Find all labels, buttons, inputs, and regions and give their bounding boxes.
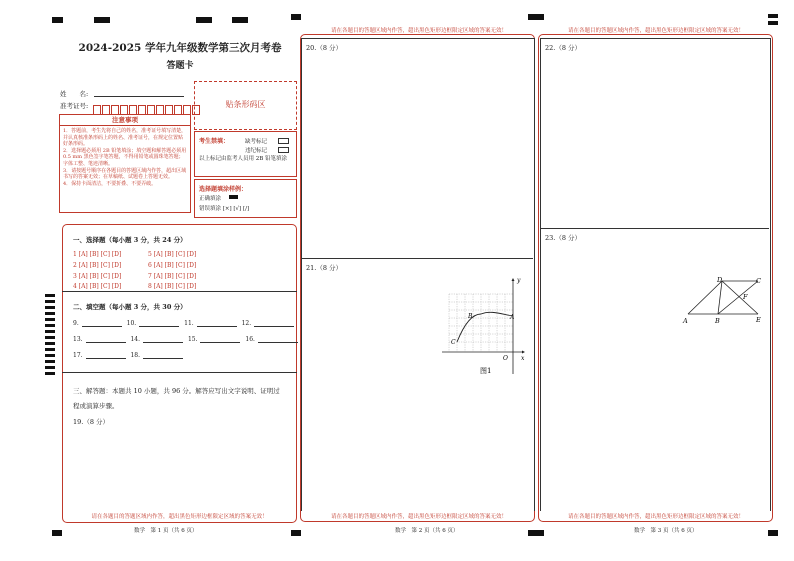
- question-20-label: 20.（8 分）: [306, 44, 343, 52]
- timing-mark: [52, 17, 63, 23]
- x-axis-arrow: [522, 351, 525, 354]
- figure-1-graph: [440, 274, 532, 378]
- id-digit-cell[interactable]: [147, 105, 155, 115]
- absent-label: 缺考标记: [245, 139, 268, 145]
- point-A-label: A: [683, 317, 688, 325]
- timing-mark: [768, 14, 778, 18]
- timing-mark: [45, 294, 55, 297]
- blank-label: 17.: [73, 352, 83, 359]
- warning-banner: 请在各题目的答题区域内作答，超出黑色矩形边框限定区域的答案无效！: [91, 514, 268, 520]
- timing-mark: [45, 366, 55, 369]
- point-A-label: A: [510, 314, 515, 321]
- id-digit-cell[interactable]: [111, 105, 119, 115]
- barcode-area: [194, 81, 297, 130]
- section3-title: 三、解答题：本题共 10 小题，共 96 分。解答应写出文字说明、证明过: [73, 387, 280, 395]
- timing-mark: [528, 14, 544, 20]
- divider: [301, 258, 533, 259]
- timing-mark: [291, 14, 301, 20]
- question-23-label: 23.（8 分）: [545, 234, 582, 242]
- blank-field[interactable]: [82, 320, 122, 327]
- blank-label: 9.: [73, 320, 79, 327]
- notice-item: 1．答题前，考生先将自己的姓名，准考证号填写清楚，并认真核准条形码上的姓名、准考证号，在规定位置贴好条形码。: [63, 128, 187, 148]
- answer-card-subtitle: 答题卡: [166, 61, 194, 71]
- warning-banner: 请在各题目的答题区域内作答，超出黑色矩形边框限定区域的答案无效！: [330, 514, 507, 520]
- warning-banner: 请在各题目的答题区域内作答，超出黑色矩形边框限定区域的答案无效！: [567, 28, 744, 34]
- id-label: 准考证号:: [60, 102, 89, 110]
- point-E-label: E: [756, 316, 761, 324]
- id-digit-cell[interactable]: [165, 105, 173, 115]
- answer-area-q19[interactable]: [66, 427, 292, 507]
- answer-area-q22[interactable]: [545, 55, 763, 221]
- point-C-label: C: [756, 277, 761, 285]
- name-field[interactable]: [94, 96, 184, 97]
- id-digit-cell[interactable]: [129, 105, 137, 115]
- barcode-label: 贴条形码区: [225, 100, 266, 109]
- blank-row: [73, 320, 297, 327]
- wrong-fill-label: 错误填涂 [×] [√] [/]: [199, 206, 250, 212]
- blank-label: 12.: [241, 320, 252, 327]
- section1-title: 一、选择题（每小题 3 分，共 24 分）: [73, 236, 187, 244]
- timing-mark: [45, 354, 55, 357]
- timing-mark: [45, 306, 55, 309]
- origin-label: O: [503, 355, 508, 362]
- correct-fill-label: 正确填涂: [199, 196, 222, 202]
- y-axis-label: y: [517, 277, 521, 284]
- id-digit-cell[interactable]: [93, 105, 101, 115]
- violation-label: 违纪标记: [245, 148, 268, 154]
- section2-title: 二、填空题（每小题 3 分，共 30 分）: [73, 303, 187, 311]
- blank-field[interactable]: [143, 352, 183, 359]
- divider: [540, 228, 769, 229]
- point-B-label: B: [715, 317, 720, 325]
- name-label: 姓 名:: [60, 90, 89, 98]
- timing-mark: [768, 21, 778, 25]
- notice-heading: 注意事项: [60, 115, 190, 126]
- blank-label: 13.: [73, 336, 83, 343]
- answer-area-q21[interactable]: [306, 275, 436, 500]
- notice-item: 3．请按题号顺序在各题目的答题区域内作答，超出区域书写的答案无效；在草稿纸、试题卷上答题无效。: [63, 167, 187, 181]
- timing-mark: [232, 17, 248, 23]
- blank-label: 10.: [126, 320, 137, 327]
- notice-item: 4．保持卡面清洁，不要折叠、不要弄破。: [63, 180, 157, 187]
- blank-field[interactable]: [139, 320, 179, 327]
- choice-row[interactable]: 5 [A] [B] [C] [D]: [148, 251, 197, 258]
- point-B-label: B: [468, 313, 473, 320]
- page-footer: 数学 第 1 页（共 6 页）: [134, 528, 198, 534]
- figure-2-geometry: [680, 272, 772, 328]
- fill-sample-heading: 选择题填涂样例：: [199, 186, 248, 193]
- answer-area-q23[interactable]: [545, 330, 763, 500]
- choice-row[interactable]: 8 [A] [B] [C] [D]: [148, 283, 197, 290]
- exam-status-box: [194, 131, 297, 177]
- timing-mark: [45, 348, 55, 351]
- id-digit-cell[interactable]: [138, 105, 146, 115]
- divider: [62, 372, 297, 373]
- figure-grid: [449, 294, 513, 352]
- choice-row[interactable]: 2 [A] [B] [C] [D]: [73, 262, 122, 269]
- choice-row[interactable]: 1 [A] [B] [C] [D]: [73, 251, 122, 258]
- timing-mark: [528, 530, 544, 536]
- timing-mark: [94, 17, 110, 23]
- id-digit-cell[interactable]: [183, 105, 191, 115]
- timing-mark: [45, 300, 55, 303]
- id-digit-cell[interactable]: [102, 105, 110, 115]
- notice-item: 2．选择题必须用 2B 铅笔填涂；填空题和解答题必须用 0.5 mm 黑色签字笔答题，不得用铅笔或圆珠笔答题；字体工整、笔迹清晰。: [63, 147, 187, 167]
- choice-row[interactable]: 4 [A] [B] [C] [D]: [73, 283, 122, 290]
- answer-area-q20[interactable]: [306, 55, 528, 251]
- blank-label: 18.: [130, 352, 141, 359]
- timing-mark: [291, 530, 301, 536]
- point-C-label: C: [451, 339, 456, 346]
- timing-mark: [52, 530, 62, 536]
- blank-field[interactable]: [200, 336, 240, 343]
- timing-mark: [196, 17, 212, 23]
- correct-fill-sample: [229, 195, 238, 199]
- choice-row[interactable]: 3 [A] [B] [C] [D]: [73, 273, 122, 280]
- section3-title-continued: 程或演算步骤。: [73, 402, 119, 410]
- timing-mark: [45, 312, 55, 315]
- id-digit-cell[interactable]: [174, 105, 182, 115]
- exam-title: 2024-2025 学年九年级数学第三次月考卷: [78, 42, 282, 54]
- blank-label: 15.: [187, 336, 198, 343]
- divider: [62, 291, 297, 292]
- timing-mark: [768, 530, 778, 536]
- blank-field[interactable]: [143, 336, 183, 343]
- page-footer: 数学 第 2 页（共 6 页）: [395, 528, 459, 534]
- point-D-label: D: [717, 276, 723, 284]
- timing-mark: [45, 360, 55, 363]
- warning-banner: 请在各题目的答题区域内作答，超出黑色矩形边框限定区域的答案无效！: [330, 28, 507, 34]
- violation-checkbox[interactable]: [278, 147, 289, 153]
- timing-mark: [45, 324, 55, 327]
- notice-box: [59, 114, 191, 213]
- blank-field[interactable]: [197, 320, 237, 327]
- point-F-label: F: [743, 293, 748, 301]
- curve: [457, 312, 513, 342]
- blank-field[interactable]: [86, 336, 126, 343]
- blank-label: 16.: [245, 336, 255, 343]
- fill-sample-box: [194, 179, 297, 218]
- absent-checkbox[interactable]: [278, 138, 289, 144]
- choice-row[interactable]: 7 [A] [B] [C] [D]: [148, 273, 197, 280]
- timing-mark: [45, 330, 55, 333]
- timing-mark: [45, 372, 55, 375]
- timing-mark: [45, 318, 55, 321]
- question-19-label: 19.（8 分）: [73, 418, 110, 426]
- question-22-label: 22.（8 分）: [545, 44, 582, 52]
- blank-row: [73, 336, 301, 343]
- timing-mark: [45, 342, 55, 345]
- blank-field[interactable]: [254, 320, 294, 327]
- choice-row[interactable]: 6 [A] [B] [C] [D]: [148, 262, 197, 269]
- id-digit-cell[interactable]: [156, 105, 164, 115]
- blank-label: 14.: [130, 336, 141, 343]
- question-21-label: 21.（8 分）: [306, 264, 343, 272]
- blank-row: [73, 352, 186, 359]
- timing-mark: [45, 336, 55, 339]
- blank-label: 11.: [184, 320, 194, 327]
- exam-status-heading: 考生禁填：: [199, 138, 230, 145]
- blank-field[interactable]: [258, 336, 298, 343]
- status-note: 以上标记由监考人员用 2B 铅笔填涂: [199, 156, 288, 162]
- page-footer: 数学 第 3 页（共 6 页）: [634, 528, 698, 534]
- figure-1-caption: 图1: [480, 367, 492, 375]
- y-axis-arrow: [512, 278, 515, 281]
- x-axis-label: x: [521, 355, 525, 362]
- warning-banner: 请在各题目的答题区域内作答，超出黑色矩形边框限定区域的答案无效！: [567, 514, 744, 520]
- blank-field[interactable]: [86, 352, 126, 359]
- id-digit-cell[interactable]: [120, 105, 128, 115]
